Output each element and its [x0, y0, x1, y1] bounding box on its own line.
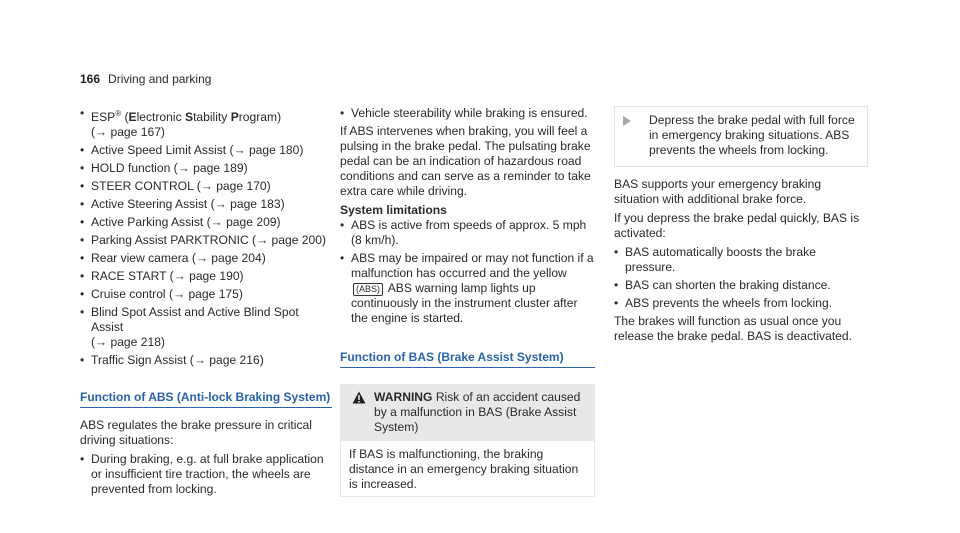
list-item: • RACE START (→ page 190) [80, 269, 332, 284]
abs-paragraph: ABS regulates the brake pressure in critical driving situations: [80, 418, 312, 448]
column-left [80, 106, 332, 500]
column-middle [340, 106, 595, 497]
system-limitations-heading: System limitations [340, 203, 447, 217]
bas-paragraph-3: The brakes will function as usual once you release the brake pedal. BAS is deactivated. [614, 314, 852, 343]
warning-text: Risk of an accident caused by a malfunction in BAS (Brake Assist System) [374, 390, 581, 434]
bas-paragraph-2: If you depress the brake pedal quickly, BAS is activated: [614, 211, 860, 240]
page-number: 166 [80, 72, 101, 86]
list-item-esp: • ESP® (Electronic Stability Program) (→ page 167) [80, 106, 332, 140]
list-item: • Cruise control (→ page 175) [80, 287, 332, 302]
list-item: • Active Steering Assist (→ page 183) [80, 197, 332, 212]
list-item: • Vehicle steerability while braking is ensured. [340, 106, 595, 121]
systems-list [80, 106, 332, 368]
warning-box [340, 384, 595, 497]
list-item: • ABS prevents the wheels from locking. [614, 296, 868, 311]
note-box [614, 106, 868, 167]
list-item: • Traffic Sign Assist (→ page 216) [80, 353, 332, 368]
limitations-list [340, 218, 595, 326]
abs-warning-lamp-icon: (ABS) [353, 283, 383, 296]
abs-list-cont [340, 106, 595, 121]
column-right [614, 106, 868, 348]
abs-intervention-paragraph: If ABS intervenes when braking, you will feel a pulsing in the brake pedal. The pulsating brake pedal can be an indication of hazardous road conditions and can serve as a reminder to take extra care while driving. [340, 124, 591, 198]
page-header [80, 72, 211, 87]
list-item: • During braking, e.g. at full brake application or insufficient tire traction, the wheels are prevented from locking. [80, 452, 332, 497]
warning-header [340, 384, 595, 441]
play-arrow-icon [623, 116, 639, 126]
list-item: • HOLD function (→ page 189) [80, 161, 332, 176]
abs-list [80, 452, 332, 497]
page-reference: (→ page 167) [91, 125, 165, 140]
warning-label: WARNING [374, 390, 433, 404]
list-item: • ABS may be impaired or may not function if a malfunction has occurred and the yellow (ABS) ABS warning lamp lights up continuously in the instrument cluster after the engine is started. [340, 251, 595, 326]
bas-list [614, 245, 868, 311]
warning-body: If BAS is malfunctioning, the braking distance in an emergency braking situation is increased. [340, 441, 595, 497]
bas-paragraph-1: BAS supports your emergency braking situation with additional brake force. [614, 177, 822, 206]
list-item-blind-spot: • Blind Spot Assist and Active Blind Spot Assist (→ page 218) [80, 305, 332, 350]
bas-section-heading: Function of BAS (Brake Assist System) [340, 350, 595, 368]
note-text: Depress the brake pedal with full force in emergency braking situations. ABS prevents the wheels from locking. [649, 113, 855, 157]
warning-triangle-icon [352, 391, 366, 404]
list-item: • BAS automatically boosts the brake pressure. [614, 245, 868, 275]
abs-section-heading: Function of ABS (Anti-lock Braking System) [80, 390, 332, 408]
list-item: • BAS can shorten the braking distance. [614, 278, 868, 293]
list-item: • ABS is active from speeds of approx. 5 mph (8 km/h). [340, 218, 595, 248]
list-item: • Active Speed Limit Assist (→ page 180) [80, 143, 332, 158]
section-title: Driving and parking [108, 72, 212, 86]
page-reference: (→ page 218) [91, 335, 165, 350]
list-item: • STEER CONTROL (→ page 170) [80, 179, 332, 194]
list-item: • Parking Assist PARKTRONIC (→ page 200) [80, 233, 332, 248]
list-item: • Rear view camera (→ page 204) [80, 251, 332, 266]
list-item: • Active Parking Assist (→ page 209) [80, 215, 332, 230]
